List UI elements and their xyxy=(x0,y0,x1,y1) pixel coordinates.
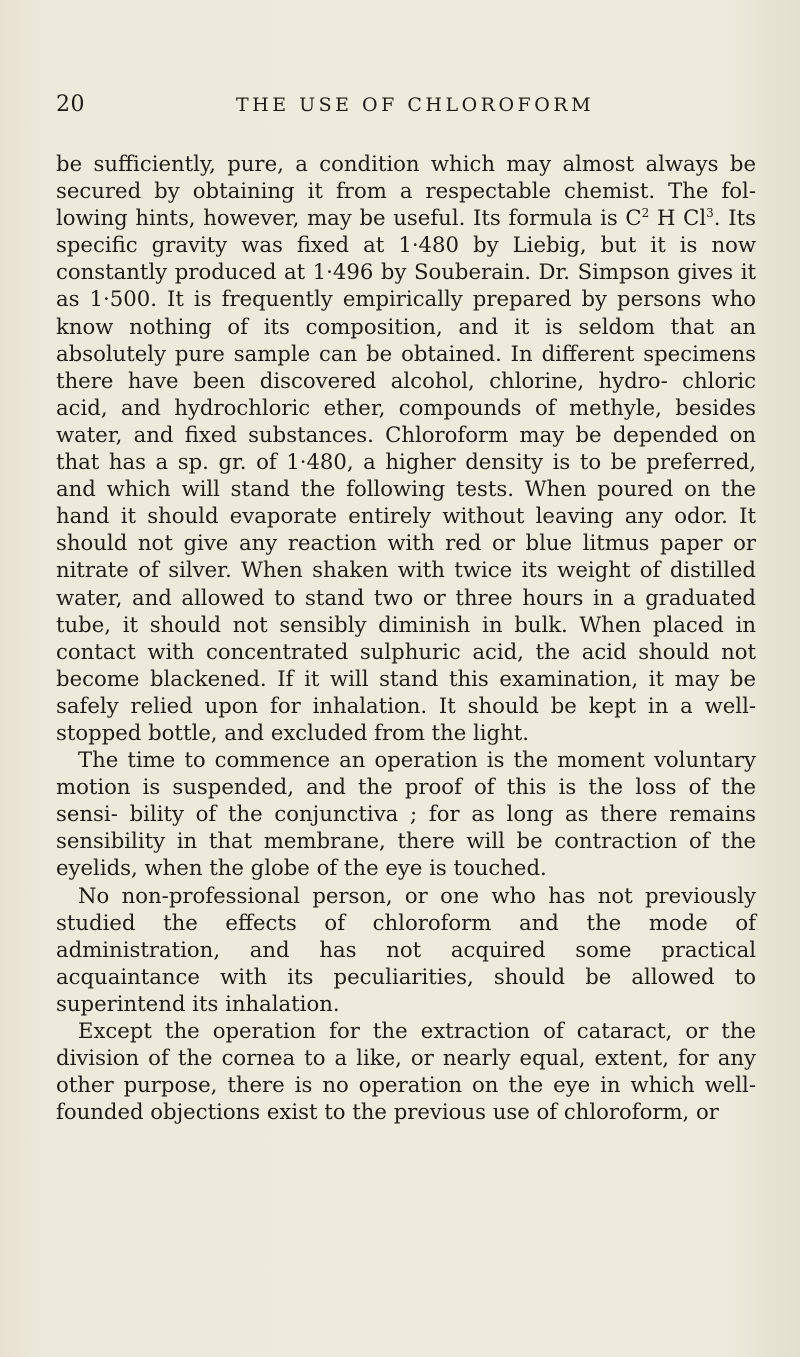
paragraph-3: No non-professional person, or one who has not previously studied the effects of chloroform and the mode of administration, and has not acquired some practical acquaintance with its peculiarities, should be allowed to superintend its inhalation. xyxy=(56,882,756,1016)
page-header xyxy=(56,92,756,122)
paragraph-2: The time to commence an operation is the moment voluntary motion is suspended, and the proof of this is the loss of the sensi- bility of the conjunctiva ; for as long as there remains sensibility in that membrane, there will be contraction of the eyelids, when the globe of the eye is touched. xyxy=(56,747,756,881)
running-head: THE USE OF CHLOROFORM xyxy=(235,94,595,116)
paragraph-1-part-2: H Cl xyxy=(649,205,707,231)
formula-subscript-2: 2 xyxy=(641,206,650,221)
paragraph-1 xyxy=(56,150,756,746)
paragraph-1-part-3: . Its specific gravity was fixed at 1·480 by Liebig, but it is now constantly produced at 1·496 by Souberain. Dr. Simpson gives it as 1·500. It is frequently empirically prepared by persons who know nothing of its composition, and it is seldom that an absolutely pure sample can be obtained. In different specimens there have been discovered alcohol, chlorine, hydro- chloric acid, and hydrochloric ether, compounds of methyle, besides water, and fixed substances. Chloroform may be depended on that has a sp. gr. of 1·480, a higher density is to be preferred, and which will stand the following tests. When poured on the hand it should evaporate entirely without leaving any odor. It should not give any reaction with red or blue litmus paper or nitrate of silver. When shaken with twice its weight of distilled water, and allowed to stand two or three hours in a graduated tube, it should not sensibly diminish in bulk. When placed in contact with concentrated sulphuric acid, the acid should not become blackened. If it will stand this examination, it may be safely relied upon for inhalation. It should be kept in a well-stopped bottle, and excluded from the light. xyxy=(56,205,756,745)
formula-subscript-3: 3 xyxy=(706,206,714,221)
body-text xyxy=(56,150,756,1125)
page-number: 20 xyxy=(56,92,85,117)
paragraph-1-part-1: be sufficiently, pure, a condition which may almost always be secured by obtaining it from a respectable chemist. The fol- lowing hints, however, may be useful. Its formula is C xyxy=(56,151,756,231)
paragraph-4: Except the operation for the extraction of cataract, or the division of the cornea to a like, or nearly equal, extent, for any other purpose, there is no operation on the eye in which well- founded objections exist to the previous use of chloroform, or xyxy=(56,1018,756,1125)
